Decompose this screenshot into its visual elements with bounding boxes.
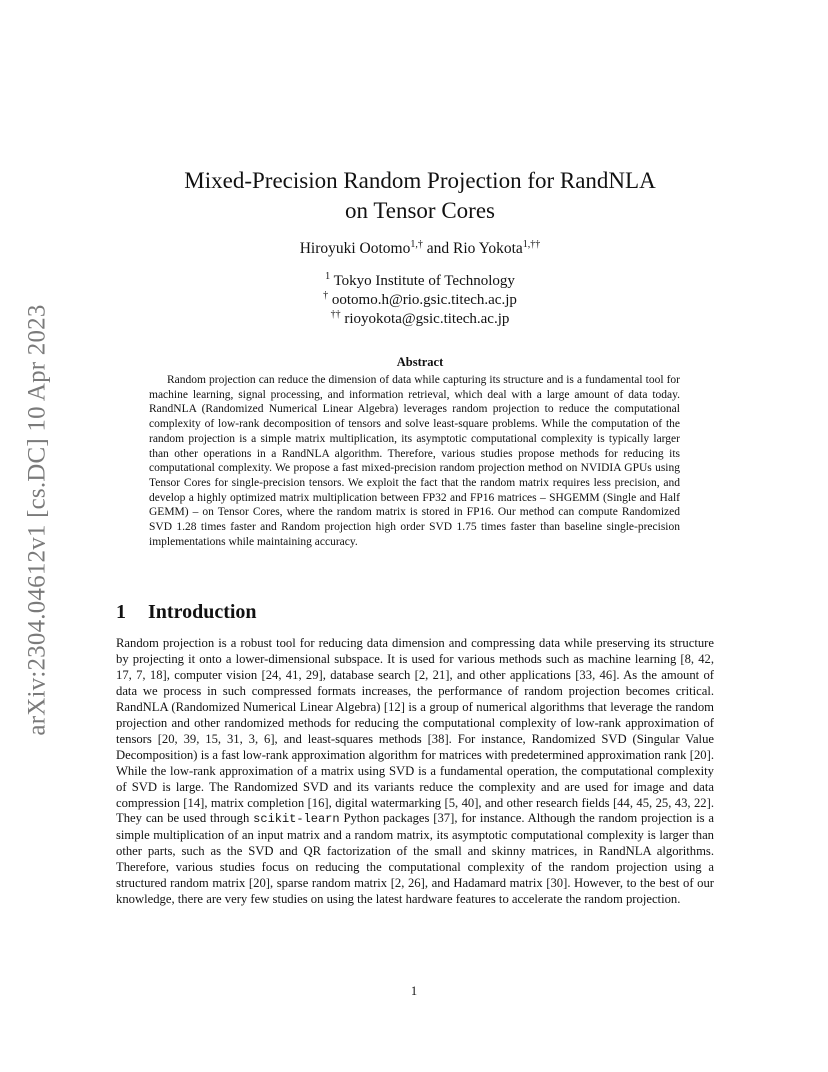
- intro-text: , and other applications: [449, 667, 576, 682]
- affiliation-2-text: ootomo.h@rio.gsic.titech.ac.jp: [331, 292, 517, 308]
- citation-link[interactable]: [12]: [383, 699, 405, 714]
- author-1-mark: 1,†: [410, 239, 423, 250]
- citation-link[interactable]: [44, 45, 25, 43, 22]: [612, 795, 711, 810]
- affiliation-3-text: rioyokota@gsic.titech.ac.jp: [344, 311, 510, 327]
- citation-link[interactable]: [20, 39, 15, 31, 3, 6]: [157, 731, 275, 746]
- citation-link[interactable]: [20]: [248, 876, 270, 891]
- intro-text: . However, to the best of our knowledge, there are very few studies on using the latest hardware features to accelerate the random projection.: [116, 876, 715, 907]
- paper-title: [110, 166, 730, 226]
- affiliation-email-1: [110, 291, 730, 310]
- section-title: Introduction: [148, 601, 257, 623]
- affiliation-2-mark: †: [323, 290, 329, 301]
- citation-link[interactable]: [16]: [307, 795, 329, 810]
- affiliation-3-mark: ††: [330, 309, 341, 320]
- affiliation-1-text: Tokyo Institute of Technology: [333, 273, 515, 289]
- citation-link[interactable]: [24, 41, 29]: [261, 667, 323, 682]
- intro-text: , computer vision: [166, 667, 262, 682]
- author-list: [110, 240, 730, 258]
- inline-code: scikit-learn: [253, 812, 340, 827]
- intro-text: , for instance. Although the random projection is a simple multiplication of an input matrix and a random matrix, its asymptotic computational complexity is larger than other parts, such as the SVD and QR factorization of the small and skinny matrices, in RandNLA algorithms. Therefore, various studies focus on reducing the computational complexity of the random projection using a structured random matrix: [116, 811, 714, 891]
- arxiv-identifier: [20, 285, 56, 755]
- intro-text: , and Hadamard matrix: [424, 876, 547, 891]
- page-number: 1: [410, 984, 418, 998]
- citation-link[interactable]: [30]: [546, 876, 568, 891]
- citation-link[interactable]: [20]: [689, 747, 711, 762]
- affiliations: [110, 272, 730, 329]
- intro-text: , sparse random matrix: [269, 876, 391, 891]
- author-conjunction: and: [426, 240, 450, 257]
- intro-text: . They can be used through: [116, 795, 714, 826]
- section-heading: [116, 601, 257, 624]
- author-2-mark: 1,††: [522, 239, 541, 250]
- citation-link[interactable]: [38]: [427, 731, 449, 746]
- intro-text: is a group of numerical algorithms that leverage the random projection and other randomized methods for reducing the computational complexity of low-rank approximation of tensors: [116, 699, 714, 746]
- citation-link[interactable]: [37]: [433, 811, 455, 826]
- citation-link[interactable]: [2, 26]: [390, 876, 425, 891]
- intro-text: Python packages: [339, 811, 434, 826]
- arxiv-identifier-text: arXiv:2304.04612v1 [cs.DC] 10 Apr 2023: [24, 304, 52, 736]
- intro-text: . For instance, Randomized SVD (Singular Value Decomposition) is a fast low-rank approximation algorithm for matrices with predetermined approximation rank: [116, 731, 715, 762]
- abstract-text: Random projection can reduce the dimension of data while capturing its structure and is a fundamental tool for machine learning, signal processing, and information retrieval, which deal with a large amount of data today. RandNLA (Randomized Numerical Linear Algebra) leverages random projection to reduce the computational complexity of low-rank decomposition of tensors and solve least-square problems. While the computation of the random projection is a simple matrix multiplication, its asymptotic computational complexity is typically larger than other operations in a RandNLA algorithm. Therefore, various studies propose methods for reducing its computational complexity. We propose a fast mixed-precision random projection method on NVIDIA GPUs using Tensor Cores for single-precision tensors. We exploit the fact that the random matrix requires less precision, and develop a highly optimized matrix multiplication between FP32 and FP16 matrices – SHGEMM (Single and Half GEMM) – on Tensor Cores, where the random matrix is stored in FP16. Our method can compute Randomized SVD 1.28 times faster and Random projection high order SVD 1.75 times faster than baseline single-precision implementations while maintaining accuracy.: [149, 374, 680, 548]
- intro-text: , matrix completion: [204, 795, 308, 810]
- author-1-name: Hiroyuki Ootomo: [299, 240, 411, 257]
- intro-text: , database search: [322, 667, 415, 682]
- citation-link[interactable]: [2, 21]: [414, 667, 450, 682]
- citation-link[interactable]: [33, 46]: [575, 667, 617, 682]
- citation-link[interactable]: [8, 42, 17, 7, 18]: [116, 651, 715, 682]
- affiliation-institution: [110, 272, 730, 291]
- affiliation-email-2: [110, 310, 730, 329]
- citation-link[interactable]: [14]: [183, 795, 205, 810]
- introduction-paragraph: [116, 636, 714, 908]
- abstract-heading: Abstract: [396, 355, 444, 369]
- author-2-name: Rio Yokota: [453, 240, 523, 257]
- intro-text: , and other research fields: [478, 795, 613, 810]
- section-number: 1: [116, 601, 126, 623]
- intro-text: , and least-squares methods: [274, 731, 428, 746]
- title-line-2: on Tensor Cores: [344, 198, 495, 223]
- intro-text: Random projection is a robust tool for reducing data dimension and compressing data while preserving its structure by projecting it onto a lower-dimensional subspace. It is used for various methods such as machine learning: [116, 636, 714, 666]
- citation-link[interactable]: [5, 40]: [444, 795, 479, 810]
- affiliation-1-mark: 1: [325, 271, 331, 282]
- intro-text: , digital watermarking: [328, 795, 445, 810]
- intro-text: . As the amount of data we process in such compressed formats increases, the performance of random projection becomes critical. RandNLA (Randomized Numerical Linear Algebra): [116, 667, 715, 714]
- intro-text: . While the low-rank approximation of a matrix using SVD is a fundamental operation, the computational complexity of SVD is large. The Randomized SVD and its variants reduce the complexity and are used for image and data compression: [116, 747, 714, 810]
- title-line-1: Mixed-Precision Random Projection for RandNLA: [184, 168, 656, 193]
